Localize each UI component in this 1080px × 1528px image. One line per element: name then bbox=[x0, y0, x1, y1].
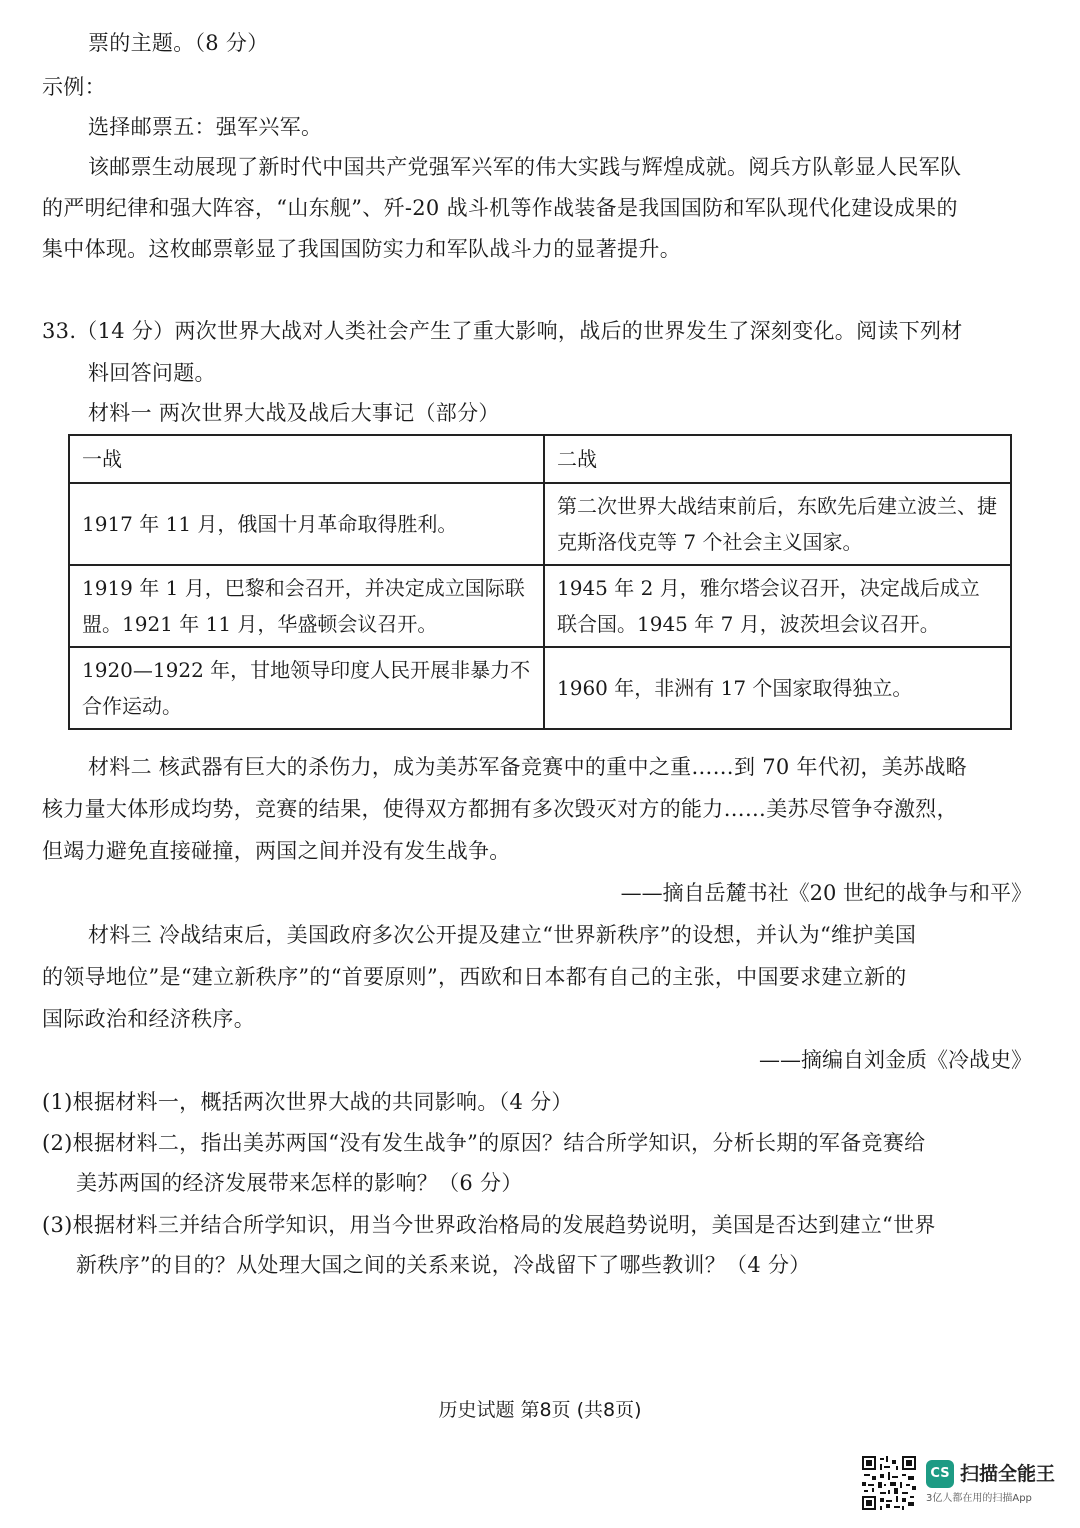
sub-question-2: 美苏两国的经济发展带来怎样的影响？（6 分） bbox=[76, 1171, 523, 1195]
sub-question-3: 新秩序”的目的？从处理大国之间的关系来说，冷战留下了哪些教训？（4 分） bbox=[76, 1253, 811, 1277]
camscanner-tagline: 3亿人都在用的扫描App bbox=[926, 1493, 1032, 1504]
material-2-line: 材料二 核武器有巨大的杀伤力，成为美苏军备竞赛中的重中之重……到 70 年代初，美苏战略 bbox=[88, 755, 967, 779]
example-choice: 选择邮票五：强军兴军。 bbox=[88, 115, 323, 139]
material-2-line: 核力量大体形成均势，竞赛的结果，使得双方都拥有多次毁灭对方的能力……美苏尽管争夺激烈， bbox=[42, 797, 958, 821]
table-header: 二战 bbox=[544, 435, 1011, 483]
sub-question-2: (2)根据材料二，指出美苏两国“没有发生战争”的原因？结合所学知识，分析长期的军备竞赛给 bbox=[42, 1131, 926, 1155]
intro-line: 票的主题。（8 分） bbox=[88, 31, 269, 55]
table-header: 一战 bbox=[69, 435, 544, 483]
material-3-line: 的领导地位”是“建立新秩序”的“首要原则”，西欧和日本都有自己的主张，中国要求建立新的 bbox=[42, 965, 907, 989]
table-header-row bbox=[69, 435, 1011, 483]
table-cell: 1919 年 1 月，巴黎和会召开，并决定成立国际联盟。1921 年 11 月，华盛顿会议召开。 bbox=[69, 565, 544, 647]
example-para-line: 该邮票生动展现了新时代中国共产党强军兴军的伟大实践与辉煌成就。阅兵方队彰显人民军队 bbox=[88, 155, 962, 179]
table-row bbox=[69, 565, 1011, 647]
events-table bbox=[68, 434, 1012, 730]
table-cell: 1960 年，非洲有 17 个国家取得独立。 bbox=[544, 647, 1011, 729]
material-2-source: ——摘自岳麓书社《20 世纪的战争与和平》 bbox=[620, 881, 1032, 905]
camscanner-name: 扫描全能王 bbox=[960, 1463, 1056, 1485]
material-1-title: 材料一 两次世界大战及战后大事记（部分） bbox=[88, 401, 500, 425]
example-para-line: 的严明纪律和强大阵容，“山东舰”、歼-20 战斗机等作战装备是我国国防和军队现代化建设成果的 bbox=[42, 196, 958, 220]
question-stem: 33.（14 分）两次世界大战对人类社会产生了重大影响，战后的世界发生了深刻变化。阅读下列材 bbox=[42, 319, 963, 343]
table-row bbox=[69, 647, 1011, 729]
table-cell: 1945 年 2 月，雅尔塔会议召开，决定战后成立联合国。1945 年 7 月，波茨坦会议召开。 bbox=[544, 565, 1011, 647]
question-stem: 料回答问题。 bbox=[88, 361, 216, 385]
table-cell: 1920—1922 年，甘地领导印度人民开展非暴力不合作运动。 bbox=[69, 647, 544, 729]
sub-question-3: (3)根据材料三并结合所学知识，用当今世界政治格局的发展趋势说明，美国是否达到建立“世界 bbox=[42, 1213, 936, 1237]
material-3-line: 国际政治和经济秩序。 bbox=[42, 1007, 255, 1031]
material-3-line: 材料三 冷战结束后，美国政府多次公开提及建立“世界新秩序”的设想，并认为“维护美国 bbox=[88, 923, 917, 947]
example-label: 示例： bbox=[42, 75, 106, 99]
example-para-line: 集中体现。这枚邮票彰显了我国国防实力和军队战斗力的显著提升。 bbox=[42, 237, 681, 261]
table-cell: 第二次世界大战结束前后，东欧先后建立波兰、捷克斯洛伐克等 7 个社会主义国家。 bbox=[544, 483, 1011, 565]
table-row bbox=[69, 483, 1011, 565]
table-cell: 1917 年 11 月，俄国十月革命取得胜利。 bbox=[69, 483, 544, 565]
sub-question-1: (1)根据材料一，概括两次世界大战的共同影响。（4 分） bbox=[42, 1090, 573, 1114]
page-footer: 历史试题 第8页 (共8页) bbox=[438, 1399, 642, 1421]
material-2-line: 但竭力避免直接碰撞，两国之间并没有发生战争。 bbox=[42, 839, 511, 863]
camscanner-logo: CS bbox=[926, 1460, 954, 1488]
qr-code-icon bbox=[862, 1456, 916, 1510]
material-3-source: ——摘编自刘金质《冷战史》 bbox=[759, 1048, 1032, 1072]
